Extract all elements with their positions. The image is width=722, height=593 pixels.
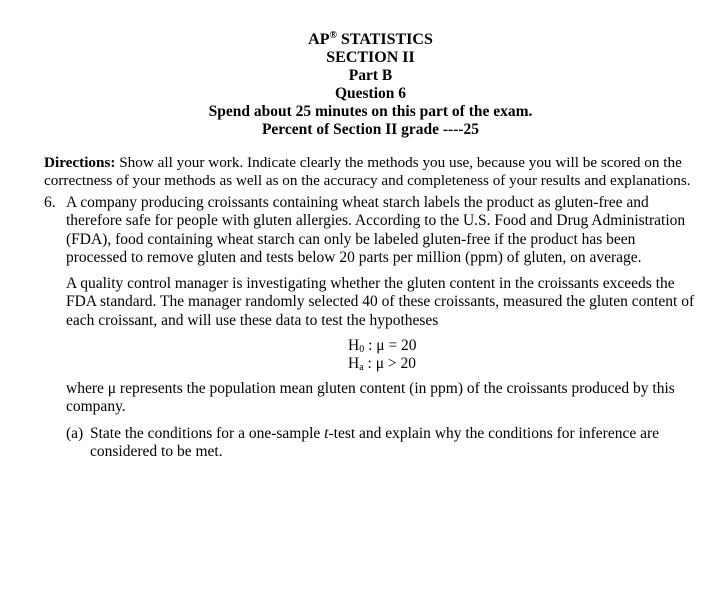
h0-symbol: H <box>348 337 360 354</box>
part-a-italic-t: t <box>324 425 329 442</box>
time-note: Spend about 25 minutes on this part of the exam. <box>208 103 533 120</box>
question-paragraph-3: where μ represents the population mean gluten content (in ppm) of the croissants produced by this company. <box>66 380 675 416</box>
question-number: 6. <box>44 194 56 211</box>
registered-mark: ® <box>329 30 337 41</box>
part-a-text-after: -test and explain why the conditions for inference are considered to be met. <box>90 425 660 461</box>
section-label: SECTION II <box>326 49 415 66</box>
directions-label: Directions: <box>44 154 116 171</box>
h0-subscript: 0 <box>359 344 365 355</box>
question-label: Question 6 <box>334 85 407 102</box>
directions-text: Show all your work. Indicate clearly the methods you use, because you will be scored on the correctness of your methods as well as on the accuracy and completeness of your results and explanations. <box>44 154 691 189</box>
h0-expression: : μ = 20 <box>364 337 417 354</box>
question-paragraph-1: A company producing croissants containing wheat starch labels the product as gluten-free and therefore safe for people with gluten allergies. According to the U.S. Food and Drug Administration (FDA), food containing wheat starch can only be labeled gluten-free if the product has been processed to remove gluten and tests below 20 parts per million (ppm) of gluten, on average. <box>66 194 686 266</box>
exam-title <box>0 31 722 49</box>
ha-symbol: H <box>348 355 360 372</box>
question-paragraph-2: A quality control manager is investigating whether the gluten content in the croissants exceeds the FDA standard. The manager randomly selected 40 of these croissants, measured the gluten content of each croissant, and will use these data to test the hypotheses <box>66 275 695 329</box>
title-ap: AP <box>308 31 330 48</box>
title-statistics: STATISTICS <box>336 31 433 48</box>
directions <box>44 154 694 190</box>
ha-subscript: a <box>359 362 364 373</box>
part-label: Part B <box>348 67 393 84</box>
part-a-text-before: State the conditions for a one-sample <box>90 425 325 442</box>
part-a-label: (a) <box>66 425 84 442</box>
ha-expression: : μ > 20 <box>363 355 417 372</box>
alternative-hypothesis <box>348 355 416 373</box>
grade-note: Percent of Section II grade ----25 <box>261 121 480 138</box>
exam-header <box>0 31 722 139</box>
null-hypothesis <box>348 337 417 355</box>
part-a-text <box>90 425 690 462</box>
